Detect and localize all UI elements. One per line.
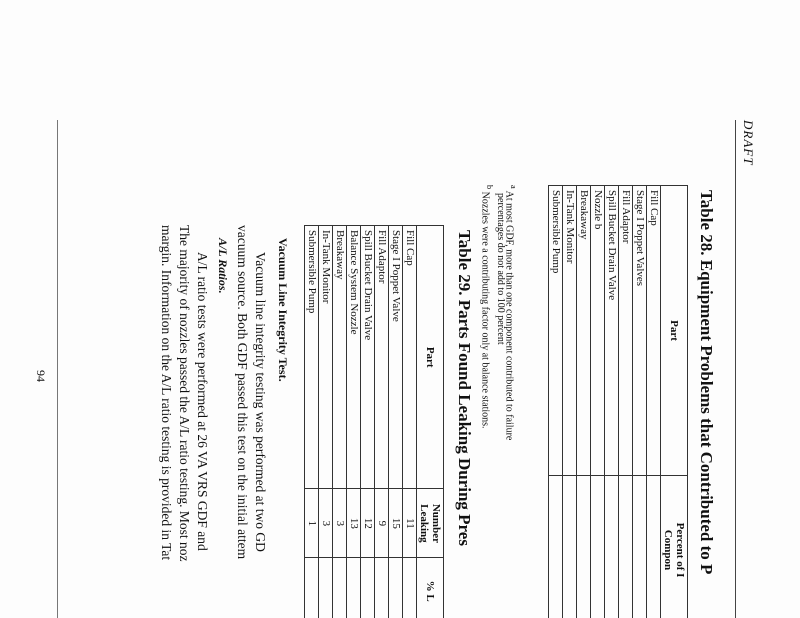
table-29-percent bbox=[375, 558, 389, 618]
table-29-percent-header: % L bbox=[417, 558, 444, 618]
table-28-value bbox=[549, 476, 563, 618]
table-29-part: Balance System Nozzle bbox=[347, 226, 361, 489]
table-29-percent bbox=[347, 558, 361, 618]
table-row bbox=[633, 186, 647, 618]
table-29-caption: Table 29. Parts Found Leaking During Pres bbox=[455, 230, 474, 546]
table-row bbox=[375, 226, 389, 618]
table-29-number: 3 bbox=[333, 489, 347, 558]
table-28-part: In-Tank Monitor bbox=[563, 186, 577, 476]
percent-header-line2: Compon bbox=[662, 529, 674, 571]
table-28-value bbox=[633, 476, 647, 618]
table-row bbox=[549, 186, 563, 618]
table-29-percent bbox=[389, 558, 403, 618]
table-row bbox=[333, 226, 347, 618]
table-28-value bbox=[647, 476, 661, 618]
table-row bbox=[347, 226, 361, 618]
percent-header-line1: Percent of I bbox=[674, 522, 686, 578]
table-29-part: Breakaway bbox=[333, 226, 347, 489]
table-29-number: 3 bbox=[319, 489, 333, 558]
footnote-a-continued: percentages do not add to 100 percent bbox=[495, 193, 506, 345]
table-28-header-row bbox=[661, 186, 688, 618]
table-row bbox=[361, 226, 375, 618]
table-row bbox=[591, 186, 605, 618]
table-29-part: In-Tank Monitor bbox=[319, 226, 333, 489]
table-28-value bbox=[605, 476, 619, 618]
table-29-percent bbox=[319, 558, 333, 618]
footnote-b-mark: b bbox=[485, 185, 494, 190]
number-header-line2: Leaking bbox=[418, 504, 430, 543]
table-row bbox=[647, 186, 661, 618]
table-29-number-header bbox=[417, 489, 444, 558]
table-28-part: Stage I Poppet Valves bbox=[633, 186, 647, 476]
footnote-b-text: Nozzles were a contributing factor only at balance stations. bbox=[479, 191, 491, 429]
table-29-part: Fill Adaptor bbox=[375, 226, 389, 489]
table-28-part-header: Part bbox=[661, 186, 688, 476]
table-29-number: 1 bbox=[305, 489, 319, 558]
table-29-header-row bbox=[417, 226, 444, 618]
table-row bbox=[605, 186, 619, 618]
table-29 bbox=[304, 225, 444, 618]
table-row bbox=[577, 186, 591, 618]
al-ratios-heading: A/L Ratios. bbox=[216, 238, 230, 294]
al-paragraph-line1: A/L ratio tests were performed at 26 VA VRS GDF and bbox=[195, 252, 210, 551]
table-29-number: 13 bbox=[347, 489, 361, 558]
table-29-number: 9 bbox=[375, 489, 389, 558]
footnote-b bbox=[480, 185, 494, 429]
table-28-part: Submersible Pump bbox=[549, 186, 563, 476]
footnote-a-text: At most GDF, more than one component contributed to failure bbox=[503, 190, 515, 441]
table-row bbox=[403, 226, 417, 618]
vacuum-test-heading: Vacuum Line Integrity Test. bbox=[276, 238, 290, 382]
vacuum-paragraph-line1: Vacuum line integrity testing was performed at two GD bbox=[253, 252, 268, 552]
table-28-part: Fill Adaptor bbox=[619, 186, 633, 476]
table-28-value bbox=[591, 476, 605, 618]
table-28-part: Spill Bucket Drain Valve bbox=[605, 186, 619, 476]
table-29-number: 15 bbox=[389, 489, 403, 558]
table-row bbox=[563, 186, 577, 618]
page-number: 94 bbox=[34, 370, 48, 382]
table-29-part-header: Part bbox=[417, 226, 444, 489]
table-28-part: Fill Cap bbox=[647, 186, 661, 476]
table-28-value bbox=[563, 476, 577, 618]
table-row bbox=[619, 186, 633, 618]
vacuum-paragraph-line2: vacuum source. Both GDF passed this test on the initial attem bbox=[235, 225, 250, 560]
draft-header: DRAFT bbox=[741, 120, 756, 166]
table-28-value bbox=[619, 476, 633, 618]
number-header-line1: Number bbox=[430, 503, 442, 543]
al-paragraph-line3: margin. Information on the A/L ratio testing is provided in Tat bbox=[159, 225, 174, 561]
table-row bbox=[305, 226, 319, 618]
table-29-part: Stage I Poppet Valve bbox=[389, 226, 403, 489]
table-row bbox=[389, 226, 403, 618]
table-28-value bbox=[577, 476, 591, 618]
table-row bbox=[319, 226, 333, 618]
table-29-part: Fill Cap bbox=[403, 226, 417, 489]
margin-rule bbox=[57, 120, 58, 618]
table-28 bbox=[548, 185, 688, 618]
al-paragraph-line2: The majority of nozzles passed the A/L ratio testing. Most noz bbox=[177, 225, 192, 562]
table-28-part: Breakaway bbox=[577, 186, 591, 476]
table-29-percent bbox=[361, 558, 375, 618]
table-29-number: 12 bbox=[361, 489, 375, 558]
table-29-percent bbox=[305, 558, 319, 618]
header-rule bbox=[735, 120, 736, 618]
table-29-percent bbox=[403, 558, 417, 618]
table-29-percent bbox=[333, 558, 347, 618]
table-29-part: Spill Bucket Drain Valve bbox=[361, 226, 375, 489]
table-29-part: Submersible Pump bbox=[305, 226, 319, 489]
table-28-percent-header bbox=[661, 476, 688, 618]
table-28-part: Nozzle b bbox=[591, 186, 605, 476]
table-28-caption: Table 28. Equipment Problems that Contributed to P bbox=[697, 190, 716, 575]
table-29-number: 11 bbox=[403, 489, 417, 558]
footnote-a-mark: a bbox=[509, 185, 518, 189]
